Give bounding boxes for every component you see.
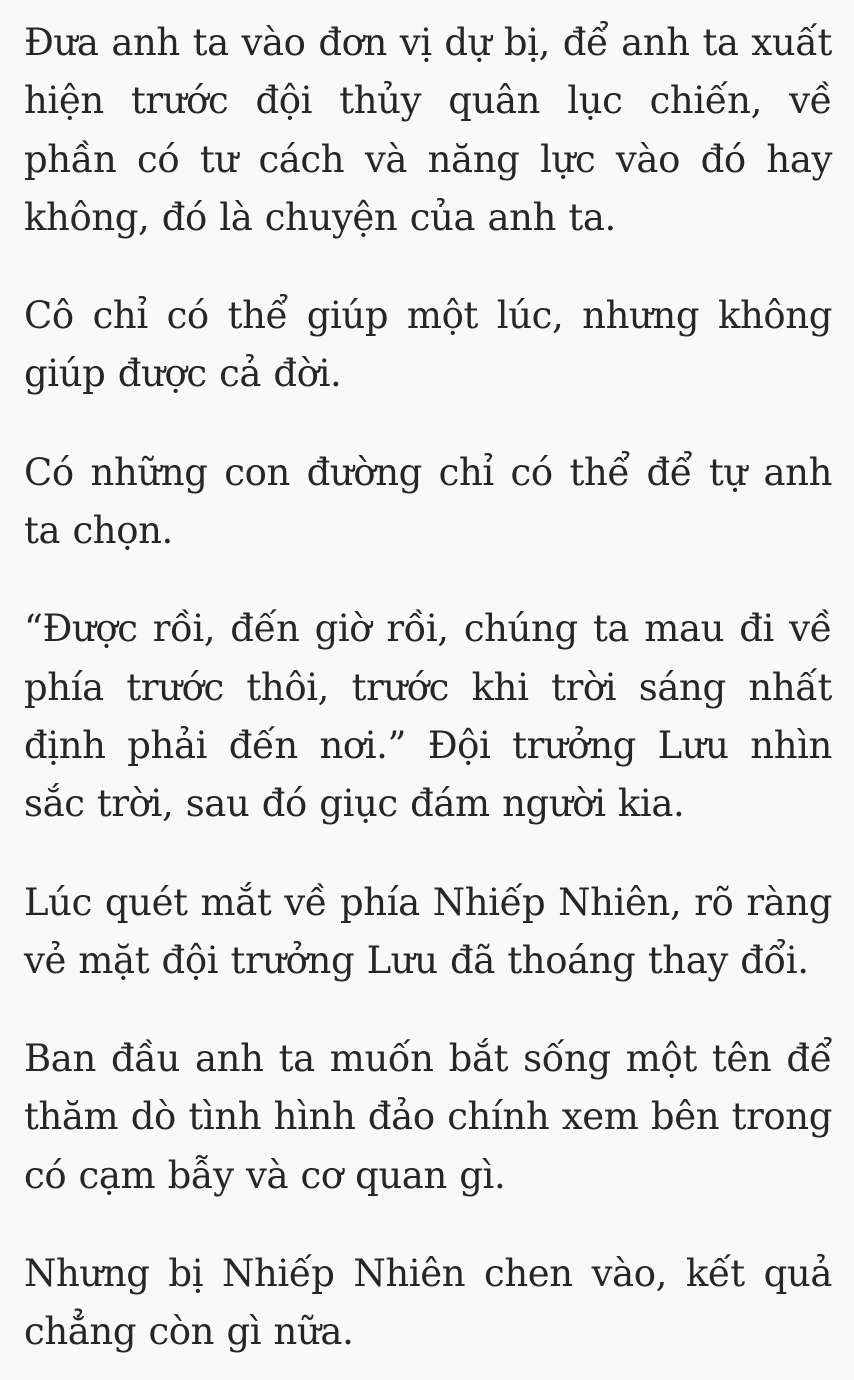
- paragraph-3: Có những con đường chỉ có thể để tự anh ta chọn.: [24, 450, 832, 553]
- paragraph-5: Lúc quét mắt về phía Nhiếp Nhiên, rõ ràng vẻ mặt đội trưởng Lưu đã thoáng thay đổi.: [24, 880, 832, 982]
- paragraph-7: Nhưng bị Nhiếp Nhiên chen vào, kết quả chẳng còn gì nữa.: [24, 1252, 832, 1354]
- paragraph-1: Đưa anh ta vào đơn vị dự bị, để anh ta xuất hiện trước đội thủy quân lục chiến, về phần có tư cách và năng lực vào đó hay không, đó là chuyện của anh ta.: [24, 21, 832, 239]
- paragraph-6: Ban đầu anh ta muốn bắt sống một tên để thăm dò tình hình đảo chính xem bên trong có cạm bẫy và cơ quan gì.: [24, 1037, 832, 1197]
- paragraph-2: Cô chỉ có thể giúp một lúc, nhưng không giúp được cả đời.: [24, 294, 832, 396]
- paragraph-4: “Được rồi, đến giờ rồi, chúng ta mau đi về phía trước thôi, trước khi trời sáng nhất định phải đến nơi.” Đội trưởng Lưu nhìn sắc trời, sau đó giục đám người kia.: [24, 607, 832, 826]
